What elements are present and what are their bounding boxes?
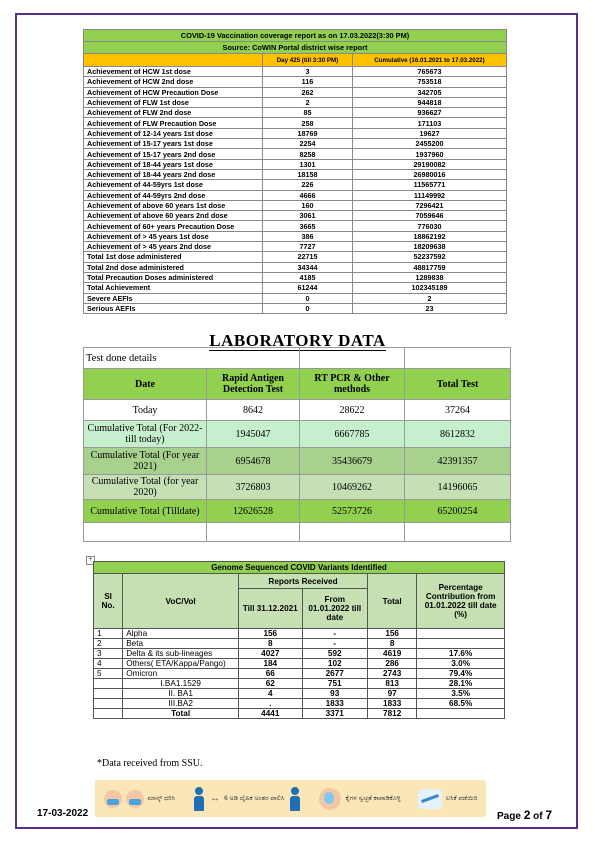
genome-row-sl: 3: [94, 649, 123, 659]
vaccination-row-day: 3061: [263, 211, 353, 221]
lab-heading-text: LABORATORY DATA: [209, 331, 386, 350]
vaccination-row-day: 226: [263, 180, 353, 190]
vaccination-row-cumulative: 765673: [352, 67, 506, 77]
banner-hands: [319, 788, 400, 810]
footer-page-prefix: Page: [497, 811, 524, 822]
genome-row: [94, 669, 505, 679]
banner-hands-text: ಕೈಗಳ ಸ್ವಚ್ಛತೆ ಕಾಪಾಡಿಕೊಳ್ಳಿ: [345, 794, 401, 802]
lab-row-rtpcr: 6667785: [300, 421, 405, 448]
genome-header-from: From 01.01.2022 till date: [302, 589, 367, 629]
vaccination-row-day: 4185: [263, 272, 353, 282]
vaccination-row-cumulative: 936627: [352, 108, 506, 118]
vaccination-row-day: 8258: [263, 149, 353, 159]
vaccination-row-label: Achievement of HCW 2nd dose: [84, 77, 263, 87]
genome-row: [94, 699, 505, 709]
genome-row-pct: [417, 639, 505, 649]
vaccination-row-label: Achievement of above 60 years 1st dose: [84, 200, 263, 210]
vaccination-row-day: 0: [263, 303, 353, 313]
vaccination-row-day: 262: [263, 87, 353, 97]
lab-row-label: Cumulative Total (for year 2020): [84, 475, 207, 500]
genome-total-pct-blank: [417, 709, 505, 719]
vaccination-row-day: 3: [263, 67, 353, 77]
genome-row-pct: 3.5%: [417, 689, 505, 699]
vaccination-row-day: 85: [263, 108, 353, 118]
vaccination-row-label: Achievement of 12-14 years 1st dose: [84, 128, 263, 138]
genome-header-till: Till 31.12.2021: [239, 589, 302, 629]
lab-blank-2: [405, 348, 511, 369]
genome-row: [94, 659, 505, 669]
genome-row-till: 62: [239, 679, 302, 689]
genome-total-row: [94, 709, 505, 719]
vaccination-row-cumulative: 2455200: [352, 139, 506, 149]
genome-total-from: 3371: [302, 709, 367, 719]
vaccination-row-label: Achievement of FLW Precaution Dose: [84, 118, 263, 128]
vaccination-row-label: Achievement of 44-59yrs 1st dose: [84, 180, 263, 190]
genome-header-voc: VoC/VoI: [123, 574, 239, 629]
lab-table: [83, 347, 511, 542]
vaccination-row-cumulative: 7059646: [352, 211, 506, 221]
genome-header-reports: Reports Received: [239, 574, 368, 589]
vaccination-header-cumulative: Cumulative (16.01.2021 to 17.03.2022): [352, 54, 506, 67]
vaccination-row: [84, 231, 507, 241]
vaccination-row-day: 18769: [263, 128, 353, 138]
lab-row-rat: 12626528: [207, 500, 300, 523]
vaccination-row-cumulative: 18209638: [352, 242, 506, 252]
lab-row-label: Cumulative Total (For 2022- till today): [84, 421, 207, 448]
genome-row: [94, 679, 505, 689]
vaccination-row: [84, 283, 507, 293]
lab-empty-cell: [207, 523, 300, 542]
genome-total-total: 7812: [367, 709, 416, 719]
lab-header-date: Date: [84, 369, 207, 400]
genome-row-total: 156: [367, 629, 416, 639]
genome-row-till: 156: [239, 629, 302, 639]
vaccination-row: [84, 293, 507, 303]
genome-total-blank: [94, 709, 123, 719]
lab-blank-1: [300, 348, 405, 369]
vaccination-row-day: 258: [263, 118, 353, 128]
lab-row-rat: 6954678: [207, 448, 300, 475]
vaccination-row-label: Achievement of HCW Precaution Dose: [84, 87, 263, 97]
genome-row-total: 1833: [367, 699, 416, 709]
lab-row-total: 8612832: [405, 421, 511, 448]
vaccination-row-label: Total Precaution Doses administered: [84, 272, 263, 282]
vaccination-row-day: 7727: [263, 242, 353, 252]
genome-row-sl: [94, 689, 123, 699]
genome-header-pct: Percentage Contribution from 01.01.2022 till date (%): [417, 574, 505, 629]
vaccination-row-label: Achievement of above 60 years 2nd dose: [84, 211, 263, 221]
awareness-banner: [95, 780, 486, 817]
genome-row-till: .: [239, 699, 302, 709]
genome-table: [93, 561, 505, 719]
genome-header-total: Total: [367, 574, 416, 629]
vaccination-row-day: 386: [263, 231, 353, 241]
vaccination-row-cumulative: 11149992: [352, 190, 506, 200]
vaccination-row-cumulative: 48817759: [352, 262, 506, 272]
banner-vaccine: [418, 789, 478, 809]
vaccination-row-day: 34344: [263, 262, 353, 272]
lab-row-rat: 3726803: [207, 475, 300, 500]
vaccination-row-label: Achievement of > 45 years 2nd dose: [84, 242, 263, 252]
vaccination-row-day: 3665: [263, 221, 353, 231]
genome-row: [94, 649, 505, 659]
genome-total-label: Total: [123, 709, 239, 719]
vaccination-row: [84, 221, 507, 231]
lab-row-label: Cumulative Total (For year 2021): [84, 448, 207, 475]
vaccine-icon: [418, 789, 442, 809]
vaccination-row: [84, 211, 507, 221]
genome-row-from: 592: [302, 649, 367, 659]
lab-row-rtpcr: 10469262: [300, 475, 405, 500]
vaccination-row-cumulative: 2: [352, 293, 506, 303]
lab-row-rtpcr: 28622: [300, 400, 405, 421]
genome-row-total: 286: [367, 659, 416, 669]
vaccination-row-label: Achievement of 18-44 years 1st dose: [84, 159, 263, 169]
genome-row-pct: 28.1%: [417, 679, 505, 689]
vaccination-row-day: 116: [263, 77, 353, 87]
vaccination-row: [84, 252, 507, 262]
genome-row-from: 93: [302, 689, 367, 699]
banner-mask: [104, 790, 176, 808]
vaccination-row-day: 2: [263, 97, 353, 107]
genome-row-till: 4: [239, 689, 302, 699]
genome-row-name: III.BA2: [123, 699, 239, 709]
lab-row-total: 42391357: [405, 448, 511, 475]
data-note: *Data received from SSU.: [97, 758, 203, 769]
vaccination-row-label: Achievement of 60+ years Precaution Dose: [84, 221, 263, 231]
genome-row-sl: 2: [94, 639, 123, 649]
banner-vaccine-text: ಲಸಿಕೆ ಪಡೆಯಿರಿ: [445, 794, 478, 802]
genome-row-till: 66: [239, 669, 302, 679]
genome-row-total: 4619: [367, 649, 416, 659]
vaccination-row: [84, 190, 507, 200]
vaccination-row: [84, 242, 507, 252]
vaccination-row-day: 4666: [263, 190, 353, 200]
banner-distance: [192, 787, 302, 811]
genome-total-till: 4441: [239, 709, 302, 719]
vaccination-row-label: Achievement of 44-59yrs 2nd dose: [84, 190, 263, 200]
genome-row-name: Omicron: [123, 669, 239, 679]
genome-row-sl: [94, 679, 123, 689]
genome-row-pct: 68.5%: [417, 699, 505, 709]
vaccination-row: [84, 139, 507, 149]
vaccination-row: [84, 169, 507, 179]
vaccination-row-cumulative: 7296421: [352, 200, 506, 210]
vaccination-row-cumulative: 1289838: [352, 272, 506, 282]
vaccination-row-day: 22715: [263, 252, 353, 262]
lab-empty-cell: [300, 523, 405, 542]
vaccination-row-label: Achievement of 15-17 years 2nd dose: [84, 149, 263, 159]
lab-empty-cell: [84, 523, 207, 542]
distance-arrow-icon: ↔: [210, 793, 221, 804]
lab-row-label: Cumulative Total (Tilldate): [84, 500, 207, 523]
vaccination-header-day: Day 425 (till 3:30 PM): [263, 54, 353, 67]
vaccination-row-cumulative: 26980016: [352, 169, 506, 179]
vaccination-row: [84, 262, 507, 272]
lab-row-rat: 8642: [207, 400, 300, 421]
vaccination-row-label: Serious AEFIs: [84, 303, 263, 313]
genome-row-name: Others( ETA/Kappa/Pango): [123, 659, 239, 669]
vaccination-row: [84, 272, 507, 282]
vaccination-row-label: Total 2nd dose administered: [84, 262, 263, 272]
vaccination-row-label: Achievement of 15-17 years 1st dose: [84, 139, 263, 149]
genome-row-total: 97: [367, 689, 416, 699]
genome-row-sl: 5: [94, 669, 123, 679]
vaccination-row: [84, 87, 507, 97]
genome-row-sl: [94, 699, 123, 709]
genome-row-total: 813: [367, 679, 416, 689]
genome-row-name: II. BA1: [123, 689, 239, 699]
genome-row-name: Delta & its sub-lineages: [123, 649, 239, 659]
vaccination-row: [84, 149, 507, 159]
genome-row-sl: 1: [94, 629, 123, 639]
vaccination-row-label: Achievement of 18-44 years 2nd dose: [84, 169, 263, 179]
vaccination-row-day: 2254: [263, 139, 353, 149]
footer-page-total: 7: [545, 808, 553, 822]
vaccination-row-day: 1301: [263, 159, 353, 169]
genome-row-pct: [417, 629, 505, 639]
vaccination-row-label: Achievement of FLW 2nd dose: [84, 108, 263, 118]
lab-row-rat: 1945047: [207, 421, 300, 448]
genome-row: [94, 629, 505, 639]
vaccination-source: [84, 42, 507, 54]
vaccination-row-cumulative: 18862192: [352, 231, 506, 241]
genome-row-name: Alpha: [123, 629, 239, 639]
genome-row: [94, 689, 505, 699]
genome-row-till: 4027: [239, 649, 302, 659]
vaccination-row-cumulative: 11565771: [352, 180, 506, 190]
vaccination-title-text: COVID-19 Vaccination coverage report as on 17.03.2022(3:30 PM): [180, 31, 410, 40]
vaccination-row: [84, 303, 507, 313]
vaccination-title: [84, 30, 507, 42]
footer-page: [497, 808, 552, 822]
lab-row-label: Today: [84, 400, 207, 421]
genome-row-till: 184: [239, 659, 302, 669]
genome-title: Genome Sequenced COVID Variants Identified: [94, 562, 505, 574]
genome-row-from: 751: [302, 679, 367, 689]
vaccination-row-day: 160: [263, 200, 353, 210]
handwash-icon: [319, 788, 341, 810]
vaccination-row: [84, 180, 507, 190]
vaccination-table: [83, 29, 507, 314]
vaccination-row-label: Total 1st dose administered: [84, 252, 263, 262]
person-icon: [192, 787, 206, 811]
genome-row-total: 2743: [367, 669, 416, 679]
genome-row-from: 1833: [302, 699, 367, 709]
lab-empty-cell: [405, 523, 511, 542]
vaccination-row: [84, 108, 507, 118]
genome-row-name: I.BA1.1529: [123, 679, 239, 689]
footer-date: 17-03-2022: [37, 808, 89, 819]
vaccination-header-blank: [84, 54, 263, 67]
vaccination-row: [84, 128, 507, 138]
genome-row: [94, 639, 505, 649]
lab-row-total: 65200254: [405, 500, 511, 523]
vaccination-row-day: 0: [263, 293, 353, 303]
footer-page-number: 2: [523, 808, 531, 822]
vaccination-row-cumulative: 52237592: [352, 252, 506, 262]
genome-row-from: -: [302, 629, 367, 639]
footer-page-of: of: [530, 811, 546, 822]
genome-row-pct: 79.4%: [417, 669, 505, 679]
vaccination-row-cumulative: 753518: [352, 77, 506, 87]
vaccination-row-label: Achievement of HCW 1st dose: [84, 67, 263, 77]
lab-subheading: Test done details: [84, 348, 300, 369]
vaccination-row: [84, 67, 507, 77]
genome-row-pct: 17.6%: [417, 649, 505, 659]
lab-header-rat: Rapid Antigen Detection Test: [207, 369, 300, 400]
genome-row-pct: 3.0%: [417, 659, 505, 669]
vaccination-source-text: Source: CoWIN Portal district wise report: [222, 43, 368, 52]
genome-row-from: 2677: [302, 669, 367, 679]
vaccination-row-day: 18158: [263, 169, 353, 179]
vaccination-row-cumulative: 776030: [352, 221, 506, 231]
expand-icon[interactable]: +: [86, 556, 95, 565]
lab-header-rtpcr: RT PCR & Other methods: [300, 369, 405, 400]
vaccination-row-cumulative: 29190082: [352, 159, 506, 169]
lab-row-total: 37264: [405, 400, 511, 421]
genome-row-from: -: [302, 639, 367, 649]
genome-row-sl: 4: [94, 659, 123, 669]
lab-row-total: 14196065: [405, 475, 511, 500]
vaccination-row-cumulative: 23: [352, 303, 506, 313]
genome-row-total: 8: [367, 639, 416, 649]
banner-distance-text: 6 ಅಡಿ ದೈಹಿಕ ಅಂತರ ಪಾಲಿಸಿ: [224, 794, 285, 802]
vaccination-row-cumulative: 1937960: [352, 149, 506, 159]
vaccination-row-label: Severe AEFIs: [84, 293, 263, 303]
vaccination-row-label: Total Achievement: [84, 283, 263, 293]
vaccination-row: [84, 97, 507, 107]
mask-icon: [126, 790, 144, 808]
lab-row-rtpcr: 52573726: [300, 500, 405, 523]
vaccination-row: [84, 77, 507, 87]
lab-row-rtpcr: 35436679: [300, 448, 405, 475]
vaccination-row-cumulative: 19627: [352, 128, 506, 138]
vaccination-row-label: Achievement of FLW 1st dose: [84, 97, 263, 107]
vaccination-row-cumulative: 102345189: [352, 283, 506, 293]
vaccination-row-label: Achievement of > 45 years 1st dose: [84, 231, 263, 241]
banner-mask-text: ಮಾಸ್ಕ್ ಧರಿಸಿ: [147, 794, 176, 802]
lab-header-total: Total Test: [405, 369, 511, 400]
vaccination-row-day: 61244: [263, 283, 353, 293]
genome-row-name: Beta: [123, 639, 239, 649]
person-icon: [288, 787, 302, 811]
vaccination-row: [84, 200, 507, 210]
vaccination-row: [84, 159, 507, 169]
vaccination-row-cumulative: 171103: [352, 118, 506, 128]
genome-header-sl: Sl No.: [94, 574, 123, 629]
mask-icon: [104, 790, 122, 808]
vaccination-row-cumulative: 342705: [352, 87, 506, 97]
vaccination-row-cumulative: 944818: [352, 97, 506, 107]
genome-row-from: 102: [302, 659, 367, 669]
vaccination-row: [84, 118, 507, 128]
genome-row-till: 8: [239, 639, 302, 649]
